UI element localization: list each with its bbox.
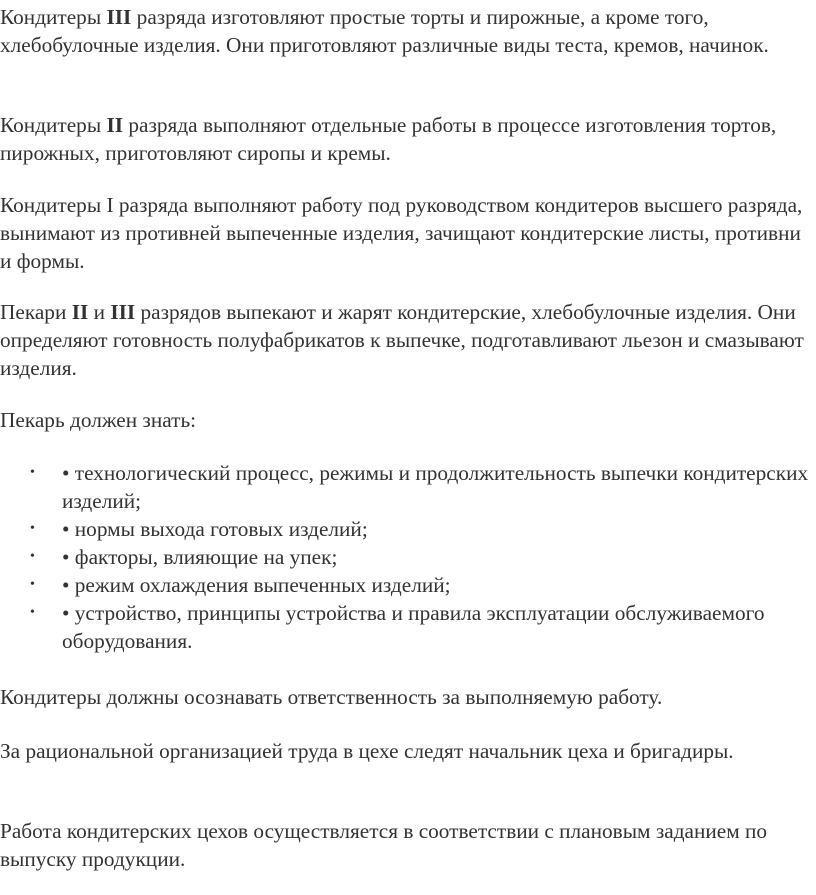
paragraph-production-plan: Работа кондитерских цехов осуществляется в соответствии с плановым заданием по выпуску продукции. [0,819,768,871]
list-item-text: • режим охлаждения выпеченных изделий; [62,573,451,597]
bullet-icon: • [30,577,35,592]
list-item-text: • устройство, принципы устройства и правила эксплуатации обслуживаемого оборудования. [62,601,765,653]
grade-numeral: III [110,300,136,324]
paragraph-confectioners-grade-2 [0,111,816,167]
grade-numeral: III [106,5,132,29]
paragraph-text: Пекари [0,300,72,324]
list-item [0,543,816,571]
paragraph-text: разряда изготовляют простые торты и пирожные, а кроме того, хлебобулочные изделия. Они приготовляют различные виды теста, кремов, начинок. [0,5,769,57]
list-item-text: • нормы выхода готовых изделий; [62,517,368,541]
bullet-icon: • [30,605,35,620]
paragraph-text: и [88,300,111,324]
paragraph-organization: За рациональной организацией труда в цехе следят начальник цеха и бригадиры. [0,739,734,763]
grade-numeral: II [71,300,89,324]
paragraph-confectioners-grade-1: Кондитеры I разряда выполняют работу под руководством кондитеров высшего разряда, вынимают из противней выпеченные изделия, зачищают кондитерские листы, противни и формы. [0,193,803,273]
paragraph-text: разрядов выпекают и жарят кондитерские, хлебобулочные изделия. Они определяют готовность полуфабрикатов к выпечке, подготавливают льезон и смазывают изделия. [0,300,804,380]
paragraph-confectioners-grade-3 [0,3,812,59]
paragraph-text: Кондитеры [0,5,107,29]
bullet-icon: • [30,521,35,536]
list-item [0,515,816,543]
paragraph-baker-must-know: Пекарь должен знать: [0,408,197,432]
grade-numeral: II [106,113,124,137]
bullet-icon: • [30,549,35,564]
list-item [0,571,816,599]
bullet-icon: • [30,465,35,480]
knowledge-list [0,459,816,655]
paragraph-responsibility: Кондитеры должны осознавать ответственность за выполняемую работу. [0,685,663,709]
list-item-text: • технологический процесс, режимы и продолжительность выпечки кондитерских изделий; [62,461,809,513]
paragraph-text: Кондитеры [0,113,107,137]
list-item-text: • факторы, влияющие на упек; [62,545,338,569]
list-item [0,599,816,655]
paragraph-bakers [0,298,812,382]
list-item [0,459,816,515]
paragraph-text: разряда выполняют отдельные работы в процессе изготовления тортов, пирожных, приготовляют сиропы и кремы. [0,113,777,165]
